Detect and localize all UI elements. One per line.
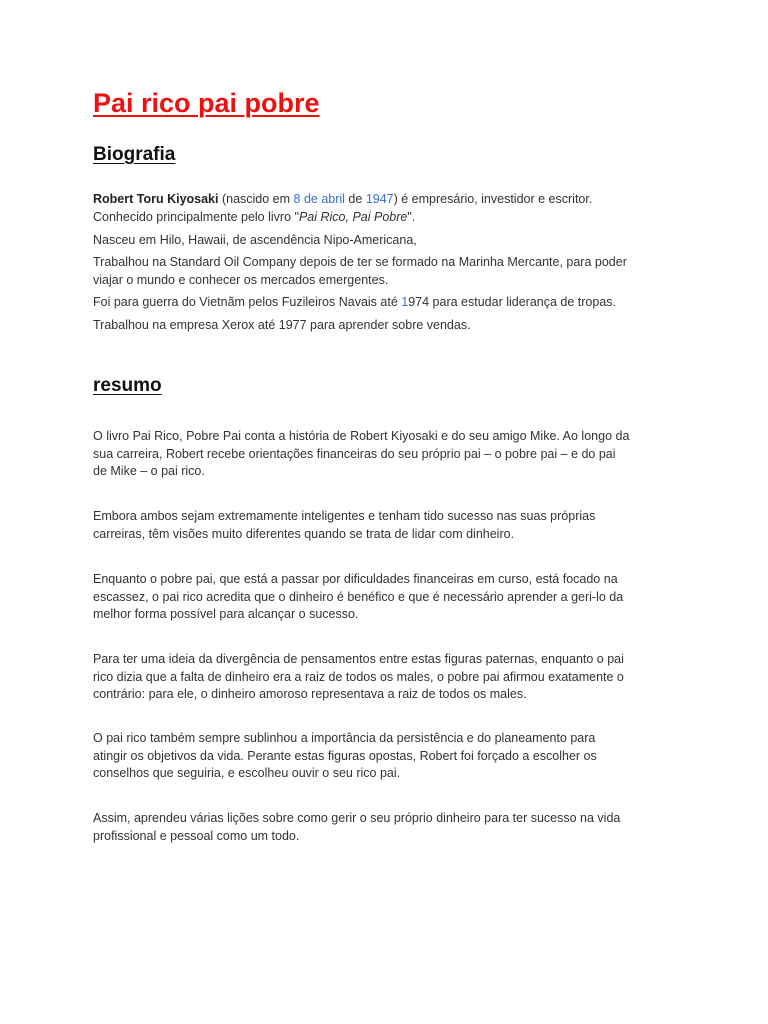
paragraph-line: Para ter uma ideia da divergência de pensamentos entre estas figuras paternas, enquanto o pai xyxy=(93,652,624,666)
resumo-paragraph-2 xyxy=(93,508,683,543)
paragraph-line: carreiras, têm visões muito diferentes quando se trata de lidar com dinheiro. xyxy=(93,526,515,541)
book-title: Pai Rico, Pai Pobre xyxy=(298,209,408,224)
intro-line-1 xyxy=(93,191,683,209)
paragraph-line: Embora ambos sejam extremamente inteligentes e tenham tido sucesso nas suas próprias xyxy=(93,509,596,523)
year-digit-link[interactable]: 1 xyxy=(401,295,409,309)
resumo-heading: resumo xyxy=(93,375,162,396)
paragraph-line: de Mike – o pai rico. xyxy=(93,464,205,478)
resumo-paragraph-4 xyxy=(93,651,683,704)
paragraph-line: Assim, aprendeu várias lições sobre como gerir o seu próprio dinheiro para ter sucesso na vida xyxy=(93,811,621,825)
paragraph-line: contrário: para ele, o dinheiro amoroso representava a raiz de todos os males. xyxy=(93,687,527,701)
standard-oil-paragraph xyxy=(93,254,683,289)
birthplace-paragraph: Nasceu em Hilo, Hawaii, de ascendência Nipo-Americana, xyxy=(93,233,417,247)
paragraph-line: Enquanto o pobre pai, que está a passar por dificuldades financeiras em curso, está focado na xyxy=(93,572,618,586)
paragraph-line: viajar o mundo e conhecer os mercados emergentes. xyxy=(93,272,389,287)
paragraph-line: melhor forma possível para alcançar o sucesso. xyxy=(93,607,359,621)
paragraph-line: sua carreira, Robert recebe orientações financeiras do seu próprio pai – o pobre pai – e do pai xyxy=(93,446,616,461)
paragraph-line: Trabalhou na Standard Oil Company depois de ter se formado na Marinha Mercante, para poder xyxy=(93,255,627,269)
xerox-paragraph: Trabalhou na empresa Xerox até 1977 para aprender sobre vendas. xyxy=(93,318,471,332)
paragraph-line: profissional e pessoal como um todo. xyxy=(93,828,300,843)
intro-text-1: (nascido em xyxy=(218,192,294,206)
birth-year-link[interactable]: 1947 xyxy=(365,192,394,206)
resumo-paragraph-1 xyxy=(93,428,683,481)
intro-text-2: de xyxy=(344,192,366,206)
resumo-paragraph-5 xyxy=(93,730,683,783)
paragraph-line: atingir os objetivos da vida. Perante estas figuras opostas, Robert foi forçado a escolher os xyxy=(93,748,597,763)
biografia-heading: Biografia xyxy=(93,144,176,165)
paragraph-line: conselhos que seguiria, e escolheu ouvir o seu rico pai. xyxy=(93,766,401,780)
resumo-paragraph-6 xyxy=(93,810,683,845)
biografia-intro-paragraph xyxy=(93,191,683,226)
intro-text-4: Conhecido principalmente pelo livro " xyxy=(93,209,299,224)
intro-text-5: ". xyxy=(407,209,416,224)
intro-line-2 xyxy=(93,209,683,227)
paragraph-line: escassez, o pai rico acredita que o dinheiro é benéfico e que é necessário aprender a geri-lo da xyxy=(93,589,624,604)
person-name: Robert Toru Kiyosaki xyxy=(93,192,219,206)
paragraph-line: O pai rico também sempre sublinhou a importância da persistência e do planeamento para xyxy=(93,731,596,745)
vietnam-text-1: Foi para guerra do Vietnãm pelos Fuzileiros Navais até xyxy=(93,295,402,309)
vietnam-paragraph xyxy=(93,294,683,312)
birth-date-link[interactable]: 8 de abril xyxy=(293,192,345,206)
document-title: Pai rico pai pobre xyxy=(93,88,320,118)
paragraph-line: O livro Pai Rico, Pobre Pai conta a história de Robert Kiyosaki e do seu amigo Mike. Ao longo da xyxy=(93,429,630,443)
paragraph-line: rico dizia que a falta de dinheiro era a raiz de todos os males, o pobre pai afirmou exatamente o xyxy=(93,669,624,684)
resumo-paragraph-3 xyxy=(93,571,683,624)
intro-text-3: ) é empresário, investidor e escritor. xyxy=(393,192,593,206)
vietnam-text-2: 974 para estudar liderança de tropas. xyxy=(408,295,616,309)
